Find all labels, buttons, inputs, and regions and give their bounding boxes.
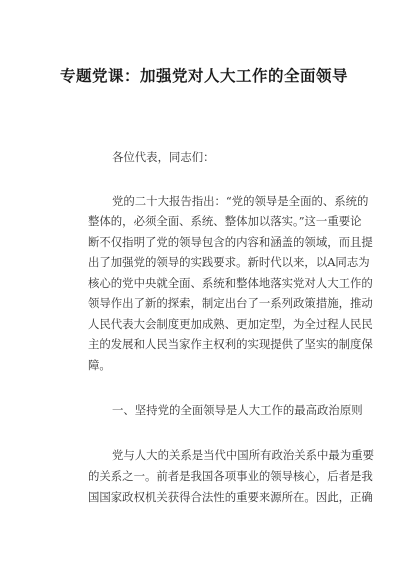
paragraph-line: 党与人大的关系是当代中国所有政治关系中最为重要 [112,448,374,462]
paragraph-line: 国国家政权机关获得合法性的重要来源所在。因此，正确 [88,490,373,504]
paragraph-line: 整体的，必须全面、系统、整体加以落实。”这一重要论 [88,214,362,228]
paragraph-line: 党的二十大报告指出：“党的领导是全面的、系统的 [112,194,369,208]
paragraph-line: 领导作出了新的探索，制定出台了一系列政策措施，推动 [88,296,373,310]
paragraph-line: 障。 [88,358,111,372]
paragraph-line: 断不仅指明了党的领导包含的内容和涵盖的领域，而且提 [88,235,373,249]
salutation: 各位代表，同志们： [112,150,215,164]
paragraph-line: 人民代表大会制度更加成熟、更加定型，为全过程人民民 [88,317,373,331]
document-title: 专题党课：加强党对人大工作的全面领导 [59,66,348,85]
paragraph-line: 核心的党中央就全面、系统和整体地落实党对人大工作的 [88,276,373,290]
paragraph-line: 主的发展和人民当家作主权利的实现提供了坚实的制度保 [88,337,373,351]
section-heading: 一、坚持党的全面领导是人大工作的最高政治原则 [112,403,363,417]
paragraph-line: 出了加强党的领导的实践要求。新时代以来，以A同志为 [88,255,370,269]
paragraph-line: 的关系之一。前者是我国各项事业的领导核心，后者是我 [88,469,373,483]
